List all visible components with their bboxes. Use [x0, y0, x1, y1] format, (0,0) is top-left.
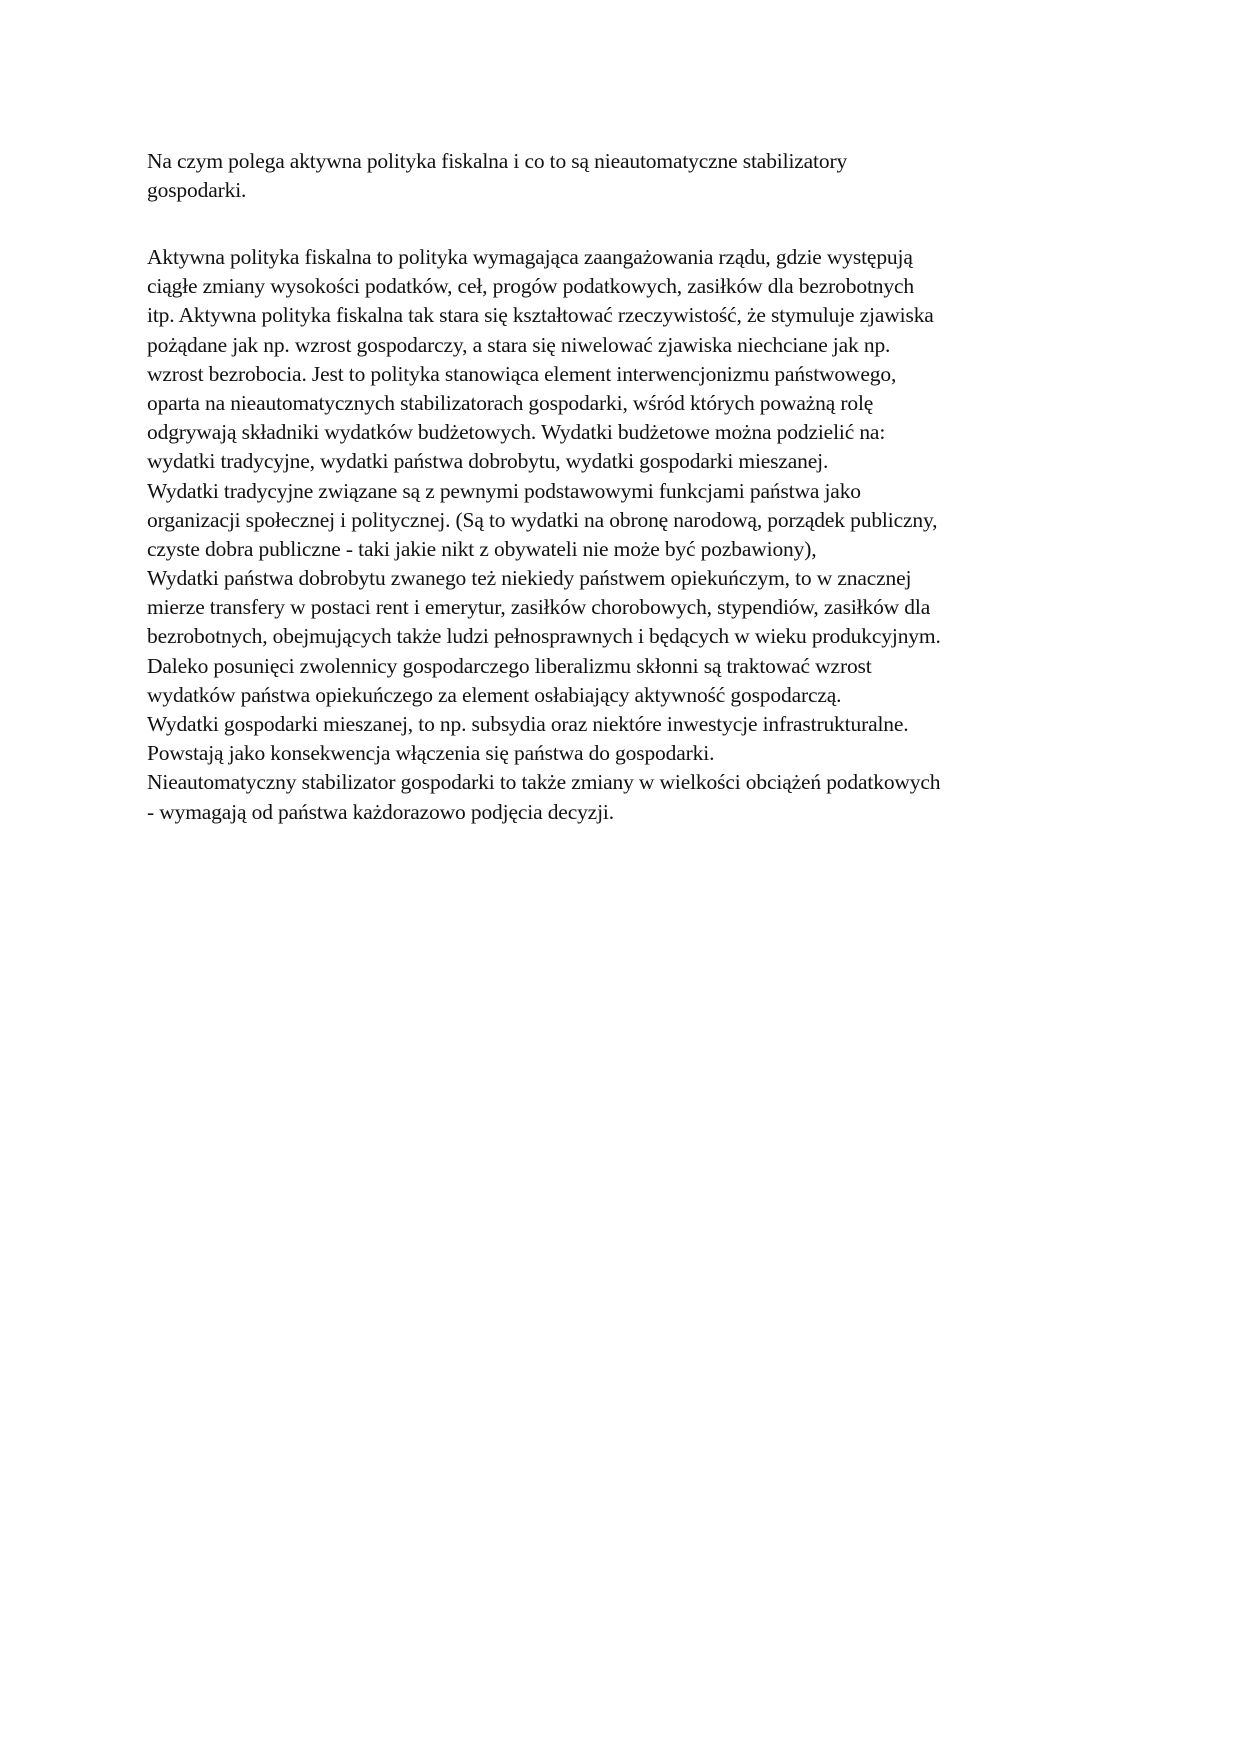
body-line: Wydatki państwa dobrobytu zwanego też niekiedy państwem opiekuńczym, to w znacznej — [147, 566, 912, 591]
body-line: Aktywna polityka fiskalna to polityka wymagająca zaangażowania rządu, gdzie występują — [147, 245, 913, 269]
body-line: wydatków państwa opiekuńczego za element osłabiający aktywność gospodarczą. — [147, 682, 842, 707]
body-line: Wydatki gospodarki mieszanej, to np. subsydia oraz niektóre inwestycje infrastrukturalne. — [147, 712, 909, 736]
body-line: organizacji społecznej i politycznej. (Są to wydatki na obronę narodową, porządek publiczny, — [147, 507, 938, 532]
body-line: - wymagają od państwa każdorazowo podjęcia decyzji. — [147, 799, 614, 824]
body-line: pożądane jak np. wzrost gospodarczy, a stara się niwelować zjawiska niechciane jak np. — [147, 332, 891, 357]
title-line: Na czym polega aktywna polityka fiskalna i co to są nieautomatyczne stabilizatory — [147, 149, 848, 173]
body-line: Wydatki tradycyjne związane są z pewnymi podstawowymi funkcjami państwa jako — [147, 478, 861, 503]
body-line: ciągłe zmiany wysokości podatków, ceł, progów podatkowych, zasiłków dla bezrobotnych — [147, 274, 914, 299]
body-line: wydatki tradycyjne, wydatki państwa dobrobytu, wydatki gospodarki mieszanej. — [147, 449, 829, 474]
body-line: mierze transfery w postaci rent i emerytur, zasiłków chorobowych, stypendiów, zasiłków dla — [147, 595, 931, 620]
body-line: wzrost bezrobocia. Jest to polityka stanowiąca element interwencjonizmu państwowego, — [147, 361, 897, 386]
body-line: Daleko posunięci zwolennicy gospodarczego liberalizmu skłonni są traktować wzrost — [147, 653, 872, 678]
body-line: czyste dobra publiczne - taki jakie nikt z obywateli nie może być pozbawiony), — [147, 536, 817, 561]
body-line: Nieautomatyczny stabilizator gospodarki to także zmiany w wielkości obciążeń podatkowych — [147, 770, 941, 795]
body-line: itp. Aktywna polityka fiskalna tak stara się kształtować rzeczywistość, że stymuluje zjawiska — [147, 303, 934, 328]
document-title — [147, 147, 1107, 205]
body-line: Powstają jako konsekwencja włączenia się państwa do gospodarki. — [147, 741, 715, 766]
document-body — [147, 243, 1107, 827]
body-line: oparta na nieautomatycznych stabilizatorach gospodarki, wśród których poważną rolę — [147, 390, 874, 415]
title-line: gospodarki. — [147, 178, 247, 203]
body-line: bezrobotnych, obejmujących także ludzi pełnosprawnych i będących w wieku produkcyjnym. — [147, 624, 941, 649]
body-line: odgrywają składniki wydatków budżetowych. Wydatki budżetowe można podzielić na: — [147, 420, 886, 445]
